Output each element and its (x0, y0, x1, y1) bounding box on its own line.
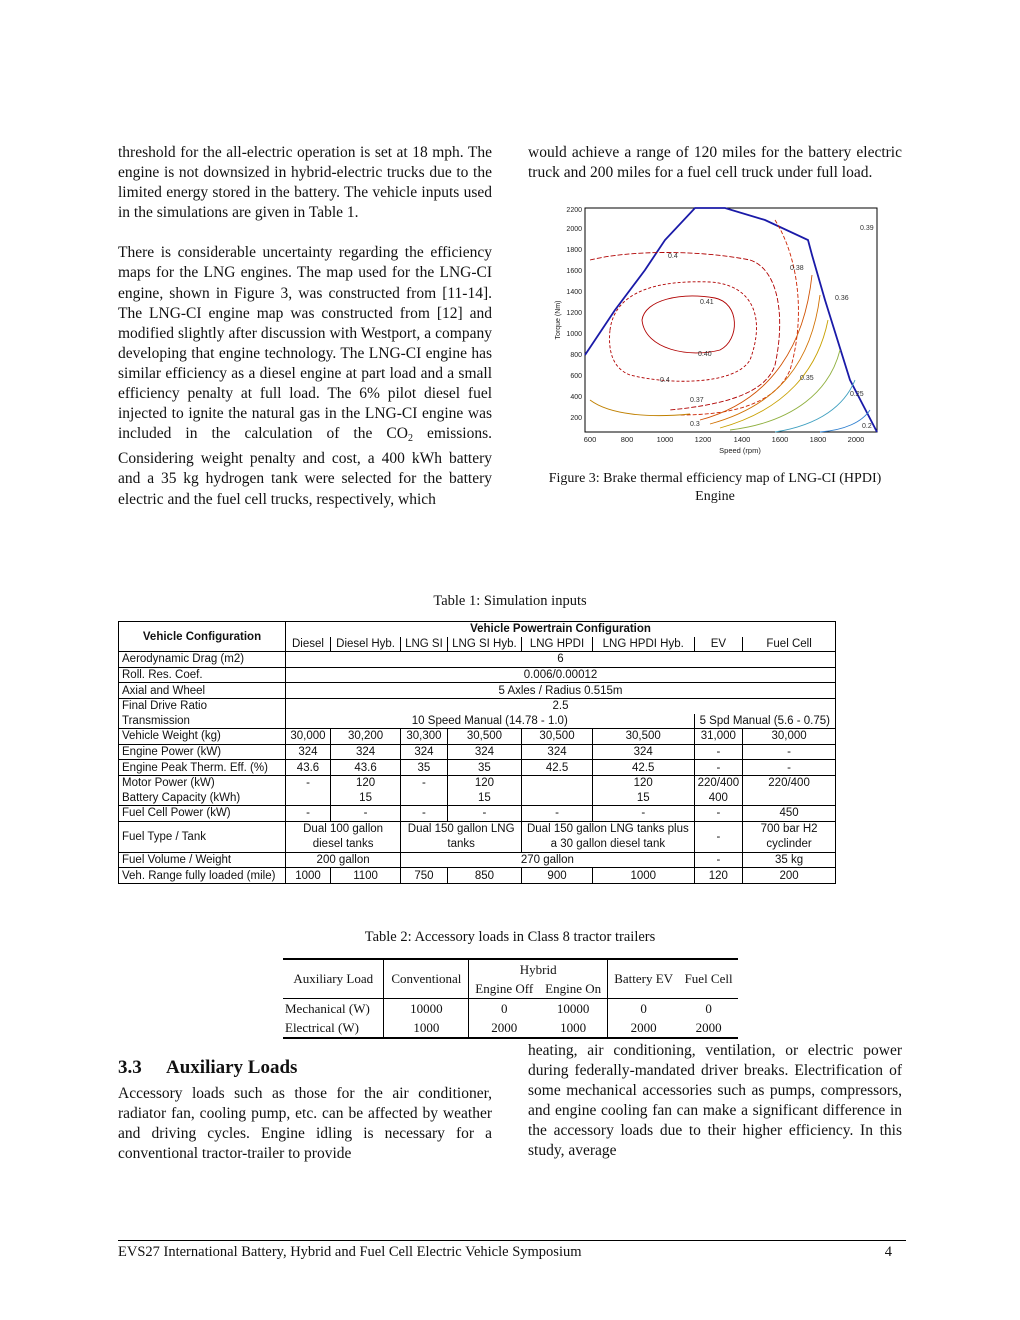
cell: 220/400 (743, 775, 836, 790)
y-tick: 2000 (566, 226, 582, 233)
cell: 2000 (491, 1019, 518, 1035)
cell: 2000 (630, 1019, 657, 1035)
text-run: There is considerable uncertainty regarding the efficiency maps for the LNG engines. The map used for the LNG-CI engine, shown in Figure 3, was constructed from [11-14]. The LNG-CI engine map was constructed from [12] and modified slightly after discussion with Westport, a company developing that engine technology. The LNG-CI engine has similar efficiency as a diesel engine at part load and a small efficiency penalty at full load. The 6% pilot diesel fuel injected to ignite the natural gas in the LNG-CI engine was included in the calculation of the CO (118, 244, 492, 443)
cell: 30,200 (330, 729, 400, 745)
cell: 2.5 (286, 698, 836, 713)
table-row (119, 744, 836, 760)
x-tick: 1200 (694, 435, 712, 444)
cell: 30,000 (743, 729, 836, 745)
col-diesel-hyb: Diesel Hyb. (330, 637, 400, 652)
cell: - (694, 852, 743, 868)
cell: 324 (522, 744, 593, 760)
cell: 0.006/0.00012 (286, 667, 836, 683)
paragraph (118, 243, 492, 509)
table-row (119, 821, 836, 852)
y-tick: 1200 (566, 310, 582, 317)
cell: - (447, 806, 521, 822)
row-label: Transmission (119, 714, 286, 729)
contour-label: 0.41 (700, 299, 714, 306)
y-tick: 400 (570, 394, 582, 401)
y-tick: 800 (570, 352, 582, 359)
row-label: Fuel Volume / Weight (119, 852, 286, 868)
table-row (119, 667, 836, 683)
cell: 750 (401, 868, 448, 884)
row-label: Veh. Range fully loaded (mile) (119, 868, 286, 884)
cell: - (592, 806, 694, 822)
col-lng-hpdi: LNG HPDI (522, 637, 593, 652)
cell: 0 (501, 1000, 508, 1016)
contour-label: 0.25 (850, 391, 864, 398)
cell: 6 (286, 652, 836, 668)
cell: 30,300 (401, 729, 448, 745)
table-row (119, 791, 836, 806)
contour-label: 0.4 (660, 377, 670, 384)
paragraph: Accessory loads such as those for the air conditioner, radiator fan, cooling pump, etc. can be affected by weather and driving cycles. Engine idling is necessary for a conventional tractor-trailer to provide (118, 1085, 492, 1163)
paragraph: would achieve a range of 120 miles for the battery electric truck and 200 miles for a fuel cell truck under full load. (528, 144, 902, 182)
contour-label: 0.4 (668, 253, 678, 260)
contour-label: 0.40 (698, 351, 712, 358)
cell (522, 775, 593, 790)
table-row (119, 729, 836, 745)
table-row (119, 652, 836, 668)
y-tick: 200 (570, 415, 582, 422)
header-engine-on: Engine On (539, 979, 607, 999)
cell: Dual 150 gallon LNG tanks plus a 30 gallon diesel tank (522, 821, 694, 852)
cell: 31,000 (694, 729, 743, 745)
cell: - (401, 775, 448, 790)
cell: 30,000 (286, 729, 331, 745)
cell: 1000 (539, 1018, 607, 1038)
cell: 42.5 (522, 760, 593, 776)
cell: Dual 100 gallon diesel tanks (286, 821, 401, 852)
table-row (119, 775, 836, 790)
cell: 15 (447, 791, 521, 806)
x-tick: 800 (620, 435, 634, 444)
header-hybrid: Hybrid (469, 959, 608, 979)
cell: - (743, 760, 836, 776)
table-row (119, 806, 836, 822)
figure3-caption: Figure 3: Brake thermal efficiency map of LNG-CI (HPDI) Engine (548, 471, 882, 504)
cell: 30,500 (522, 729, 593, 745)
text-run: emissions. Considering weight penalty and cost, a 400 kWh battery and a 35 kg hydrogen tank were selected for the battery electric and the fuel cell trucks, respectively, which (118, 425, 492, 508)
x-tick: 1000 (656, 435, 674, 444)
cell: 0 (640, 1000, 647, 1016)
col-lng-si-hyb: LNG SI Hyb. (447, 637, 521, 652)
col-lng-si: LNG SI (401, 637, 448, 652)
y-tick: 1000 (566, 331, 582, 338)
table-row (119, 683, 836, 699)
y-tick: 1400 (566, 289, 582, 296)
cell (286, 791, 331, 806)
subscript: 2 (407, 433, 413, 445)
cell: - (694, 821, 743, 852)
section-number: 3.3 (118, 1057, 142, 1078)
cell: - (694, 760, 743, 776)
cell: 220/400 (694, 775, 743, 790)
cell: 200 (743, 868, 836, 884)
table-row (283, 999, 738, 1019)
cell: 324 (592, 744, 694, 760)
y-tick: 1800 (566, 247, 582, 254)
right-column-bottom (528, 1041, 902, 1162)
cell: 30,500 (592, 729, 694, 745)
contour-label: 0.35 (800, 375, 814, 382)
table2-accessory-loads (283, 958, 738, 1039)
cell: 1100 (330, 868, 400, 884)
cell (743, 791, 836, 806)
row-label: Final Drive Ratio (119, 698, 286, 713)
x-tick: 1800 (809, 435, 827, 444)
cell: 43.6 (330, 760, 400, 776)
row-label: Vehicle Weight (kg) (119, 729, 286, 745)
cell: 200 gallon (286, 852, 401, 868)
cell: 900 (522, 868, 593, 884)
header-conventional: Conventional (384, 959, 469, 999)
row-label: Motor Power (kW) (119, 775, 286, 790)
cell: 324 (401, 744, 448, 760)
col-ev: EV (694, 637, 743, 652)
cell: 120 (694, 868, 743, 884)
cell: 1000 (286, 868, 331, 884)
contour-label: 0.36 (835, 295, 849, 302)
footer-text: EVS27 International Battery, Hybrid and Fuel Cell Electric Vehicle Symposium (118, 1244, 582, 1260)
cell: 1000 (384, 1018, 469, 1038)
col-fuel-cell: Fuel Cell (743, 637, 836, 652)
table-row (119, 868, 836, 884)
row-label: Electrical (W) (283, 1018, 384, 1038)
cell: 324 (286, 744, 331, 760)
cell: 324 (330, 744, 400, 760)
powertrain-header: Vehicle Powertrain Configuration (286, 622, 836, 637)
cell: 270 gallon (401, 852, 694, 868)
cell: - (522, 806, 593, 822)
cell: 5 Axles / Radius 0.515m (286, 683, 836, 699)
y-tick: 2200 (566, 207, 582, 214)
page-footer (118, 1240, 906, 1261)
figure3-efficiency-map (550, 200, 890, 462)
cell: 120 (447, 775, 521, 790)
table1-simulation-inputs (118, 621, 836, 884)
cell: - (286, 775, 331, 790)
x-tick: 1400 (733, 435, 751, 444)
y-tick: 1600 (566, 268, 582, 275)
cell: - (286, 806, 331, 822)
table-row (119, 714, 836, 729)
config-header: Vehicle Configuration (119, 622, 286, 652)
cell: 120 (330, 775, 400, 790)
cell: 120 (592, 775, 694, 790)
cell: - (694, 744, 743, 760)
header-aux: Auxiliary Load (283, 959, 384, 999)
table-row (119, 760, 836, 776)
cell: - (743, 744, 836, 760)
col-lng-hpdi-hyb: LNG HPDI Hyb. (592, 637, 694, 652)
row-label: Fuel Cell Power (kW) (119, 806, 286, 822)
cell: 450 (743, 806, 836, 822)
header-fuel-cell: Fuel Cell (679, 959, 738, 999)
section-heading (118, 1057, 297, 1079)
page-number: 4 (884, 1244, 892, 1260)
row-label: Engine Peak Therm. Eff. (%) (119, 760, 286, 776)
row-label: Aerodynamic Drag (m2) (119, 652, 286, 668)
cell: 10000 (539, 999, 607, 1019)
cell: 5 Spd Manual (5.6 - 0.75) (694, 714, 835, 729)
cell: 42.5 (592, 760, 694, 776)
cell: - (401, 806, 448, 822)
table-row (119, 698, 836, 713)
row-label: Engine Power (kW) (119, 744, 286, 760)
cell: 2000 (695, 1019, 722, 1035)
row-label: Mechanical (W) (283, 999, 384, 1019)
cell: - (694, 806, 743, 822)
section-title: Auxiliary Loads (166, 1057, 298, 1078)
cell: 35 kg (743, 852, 836, 868)
col-diesel: Diesel (286, 637, 331, 652)
header-engine-off: Engine Off (469, 979, 540, 999)
contour-label: 0.3 (690, 421, 700, 428)
table1-caption: Table 1: Simulation inputs (433, 593, 587, 609)
row-label: Roll. Res. Coef. (119, 667, 286, 683)
cell (522, 791, 593, 806)
cell: 1000 (592, 868, 694, 884)
cell: 10 Speed Manual (14.78 - 1.0) (286, 714, 695, 729)
cell: 15 (592, 791, 694, 806)
x-tick: 600 (583, 435, 597, 444)
row-label: Axial and Wheel (119, 683, 286, 699)
cell: 35 (447, 760, 521, 776)
x-tick: 2000 (847, 435, 865, 444)
paragraph: heating, air conditioning, ventilation, or electric power during federally-mandated driver breaks. Electrification of some mechanical accessories such as pumps, compressors, and engine cooling fan can make a significant difference in the accessory loads due to their higher efficiency. In this study, average (528, 1042, 902, 1160)
table2-caption: Table 2: Accessory loads in Class 8 tractor trailers (364, 929, 656, 945)
header-battery-ev: Battery EV (608, 959, 680, 999)
row-label: Battery Capacity (kWh) (119, 791, 286, 806)
cell: 35 (401, 760, 448, 776)
cell: 400 (694, 791, 743, 806)
cell: 324 (447, 744, 521, 760)
cell: 700 bar H2 cyclinder (743, 821, 836, 852)
paragraph: threshold for the all-electric operation is set at 18 mph. The engine is not downsized in hybrid-electric trucks due to the limited energy stored in the battery. The vehicle inputs used in the simulations are given in Table 1. (118, 144, 492, 222)
y-axis-label: Torque (Nm) (555, 300, 562, 340)
contour-label: 0.39 (860, 225, 874, 232)
cell: 43.6 (286, 760, 331, 776)
contour-label: 0.2 (862, 423, 872, 430)
cell: - (330, 806, 400, 822)
cell: 15 (330, 791, 400, 806)
left-column-top (118, 143, 492, 510)
table-row (283, 1018, 738, 1038)
y-tick: 600 (570, 373, 582, 380)
cell (401, 791, 448, 806)
right-column-top (528, 143, 902, 183)
x-axis-label: Speed (rpm) (719, 446, 761, 455)
cell: 0 (705, 1000, 712, 1016)
contour-label: 0.38 (790, 265, 804, 272)
cell: Dual 150 gallon LNG tanks (401, 821, 522, 852)
cell: 850 (447, 868, 521, 884)
contour-label: 0.37 (690, 397, 704, 404)
x-tick: 1600 (771, 435, 789, 444)
cell: 30,500 (447, 729, 521, 745)
cell: 10000 (384, 999, 469, 1019)
table-row (119, 852, 836, 868)
row-label: Fuel Type / Tank (119, 821, 286, 852)
left-column-bottom (118, 1084, 492, 1164)
